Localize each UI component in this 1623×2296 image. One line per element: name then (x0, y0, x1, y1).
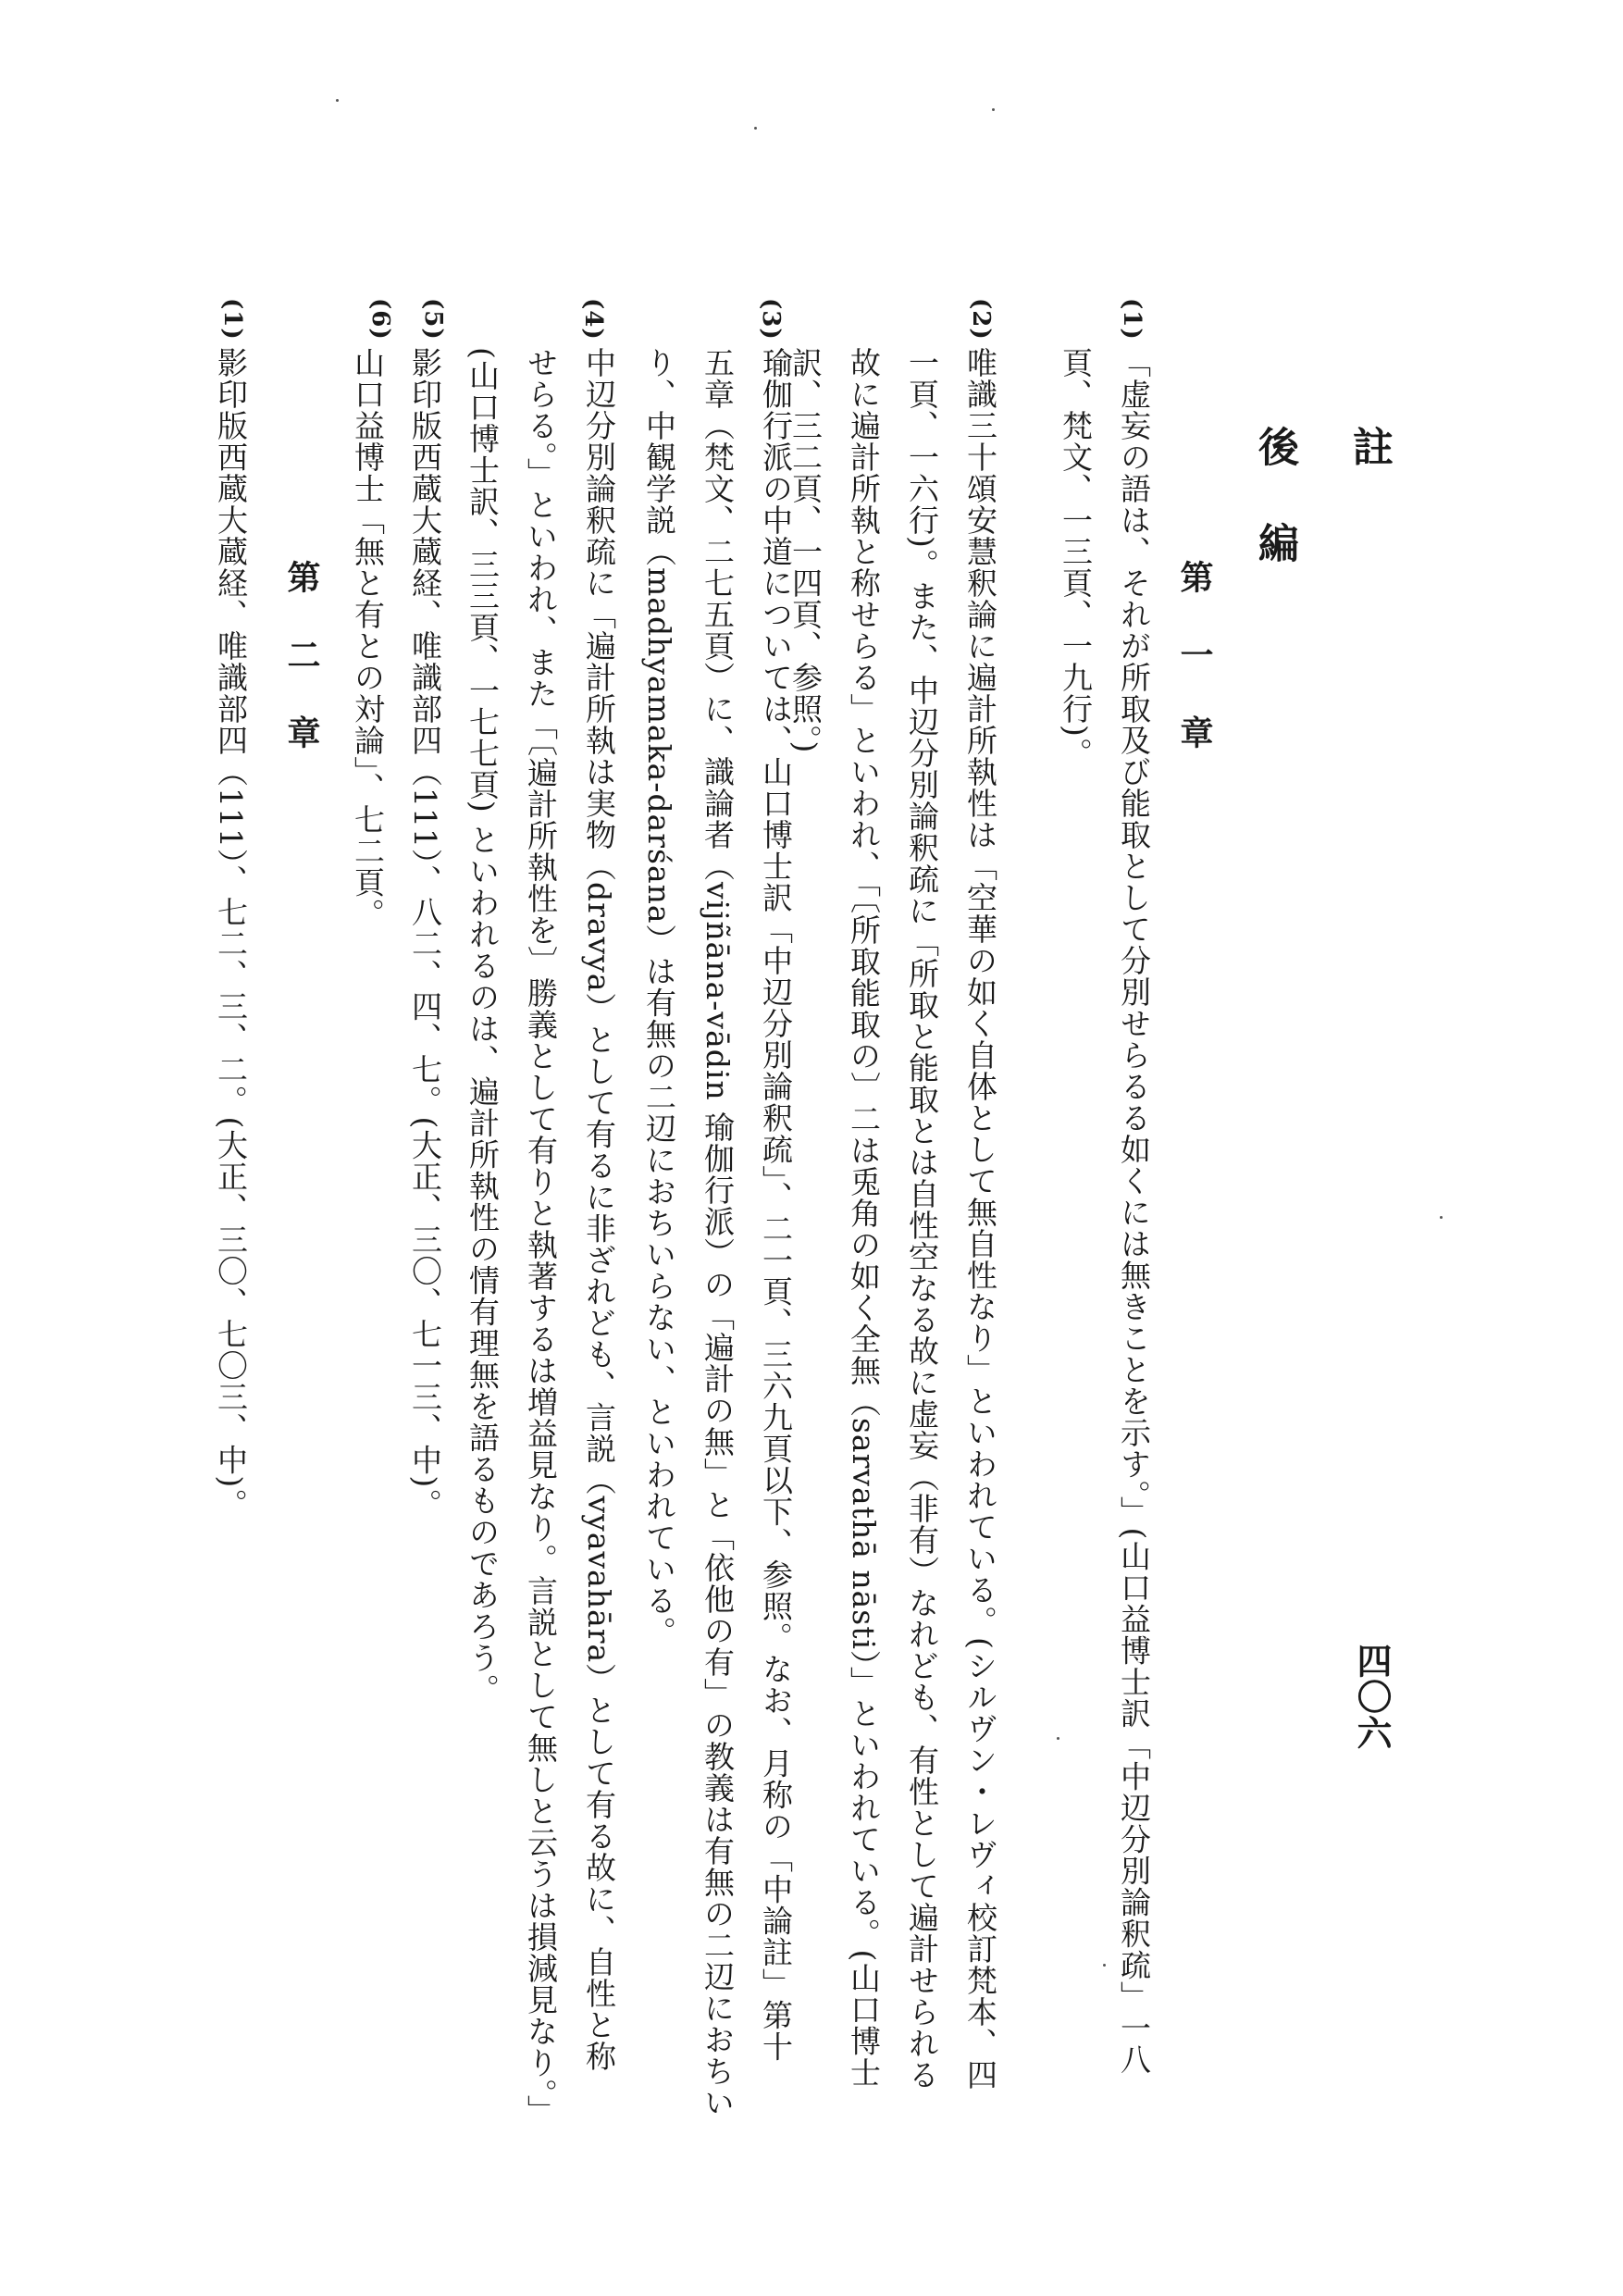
scan-speck (1103, 1964, 1106, 1967)
note-line: 一頁、一六行)。また、中辺分別論釈疏に「所取と能取とは自性空なる故に虚妄（非有）なれども、有性として遍計せられる (904, 347, 940, 2091)
chapter-heading: 第 二 章 (282, 560, 321, 754)
note-line: り、中観学説（madhyamaka-darśana）は有無の二辺におちいらない、といわれている。 (641, 347, 677, 1648)
page-title: 註 (1345, 426, 1393, 467)
note-line: 「虚妄の語は、それが所取及び能取として分別せらるる如くには無きことを示す。」(山口益博士訳「中辺分別論釈疏」一八 (1116, 347, 1152, 2076)
note-line: 訳、三二頁、一四頁、参照。) (787, 347, 824, 754)
note-number: (1) (218, 298, 246, 341)
page-number: 四〇六 (1351, 1643, 1393, 1751)
note-line: 影印版西蔵大蔵経、唯識部四（111）、八二、四、七。(大正、三〇、七一三、中)。 (407, 347, 443, 1520)
scan-speck (336, 99, 339, 102)
scan-speck (754, 127, 757, 130)
section-title: 後 編 (1251, 426, 1298, 570)
note-line: 山口益博士「無と有との対論」、七二頁。 (350, 347, 386, 930)
note-line: (山口博士訳、三三頁、一七七頁) といわれるのは、遍計所執性の情有理無を語るものであろう。 (465, 347, 501, 1706)
note-number: (1) (1118, 298, 1146, 341)
note-line: 影印版西蔵大蔵経、唯識部四（111）、七二、三、二。(大正、三〇、七〇三、中)。 (213, 347, 249, 1520)
note-number: (3) (757, 298, 785, 341)
note-line: 頁、梵文、一三頁、一九行)。 (1058, 347, 1094, 769)
note-number: (4) (579, 298, 607, 341)
scan-speck (1057, 1737, 1059, 1740)
note-line: 中辺分別論釈疏に「遍計所執は実物（dravya）として有るに非ざれども、言説（vyavahāra）として有る故に、自性と称 (581, 347, 617, 2073)
note-line: せらる。」といわれ、また「〔遍計所執性を〕勝義として有りと執著するは増益見なり。言説として無しと云うは損減見なり。」 (523, 347, 559, 2127)
scan-speck (992, 108, 995, 111)
scan-speck (1440, 1216, 1443, 1219)
chapter-heading: 第 一 章 (1175, 560, 1214, 754)
note-line: 故に遍計所執と称せらる」といわれ、「〔所取能取の〕二は兎角の如く全無（sarvathā nāsti）」といわれている。(山口博士 (846, 347, 882, 2089)
note-line: 五章（梵文、二七五頁）に、識論者（vijñāna-vādin 瑜伽行派）の「遍計の無」と「依他の有」の教義は有無の二辺におちい (700, 347, 736, 2119)
note-line: 唯識三十頌安慧釈論に遍計所執性は「空華の如く自体として無自性なり」といわれている。(シルヴン・レヴィ校訂梵本、四 (962, 347, 998, 2091)
note-number: (6) (366, 298, 394, 341)
note-line: 瑜伽行派の中道については、山口博士訳「中辺分別論釈疏」、二一頁、三六九頁以下、参照。なお、月称の「中論註」第十 (758, 347, 794, 2063)
note-number: (5) (419, 298, 447, 341)
note-number: (2) (967, 298, 995, 341)
